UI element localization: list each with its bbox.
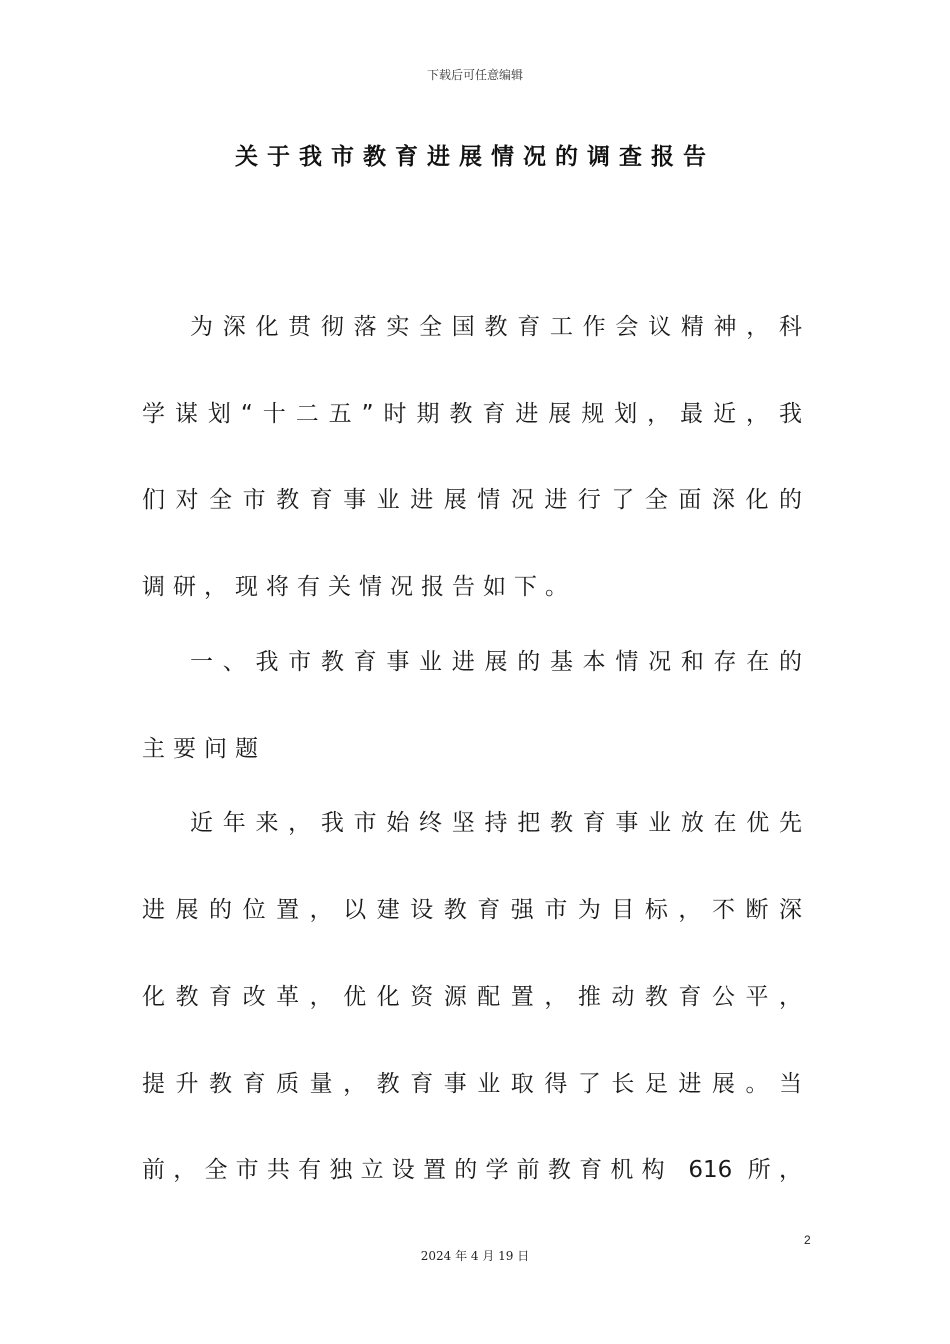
body-line: 们对全市教育事业进展情况进行了全面深化的 [142,487,802,513]
body-line: 为深化贯彻落实全国教育工作会议精神，科 [190,314,802,340]
section-heading-line: 主要问题 [142,736,266,762]
body-line: 调研，现将有关情况报告如下。 [142,574,576,600]
body-line: 提升教育质量，教育事业取得了长足进展。当 [142,1071,802,1097]
body-line: 化教育改革，优化资源配置，推动教育公平， [142,984,802,1010]
section-heading-line: 一、我市教育事业进展的基本情况和存在的 [190,649,802,675]
page-number: 2 [804,1233,811,1247]
document-title: 关于我市教育进展情况的调查报告 [235,144,715,170]
header-note: 下载后可任意编辑 [426,68,523,82]
footer-date: 2024 年 4 月 19 日 [420,1249,530,1263]
body-line: 学谋划“十二五”时期教育进展规划，最近，我 [142,401,802,427]
body-line: 前，全市共有独立设置的学前教育机构 616 所， [142,1157,802,1183]
body-line: 近年来，我市始终坚持把教育事业放在优先 [190,810,802,836]
body-line: 进展的位置，以建设教育强市为目标，不断深 [142,897,802,923]
